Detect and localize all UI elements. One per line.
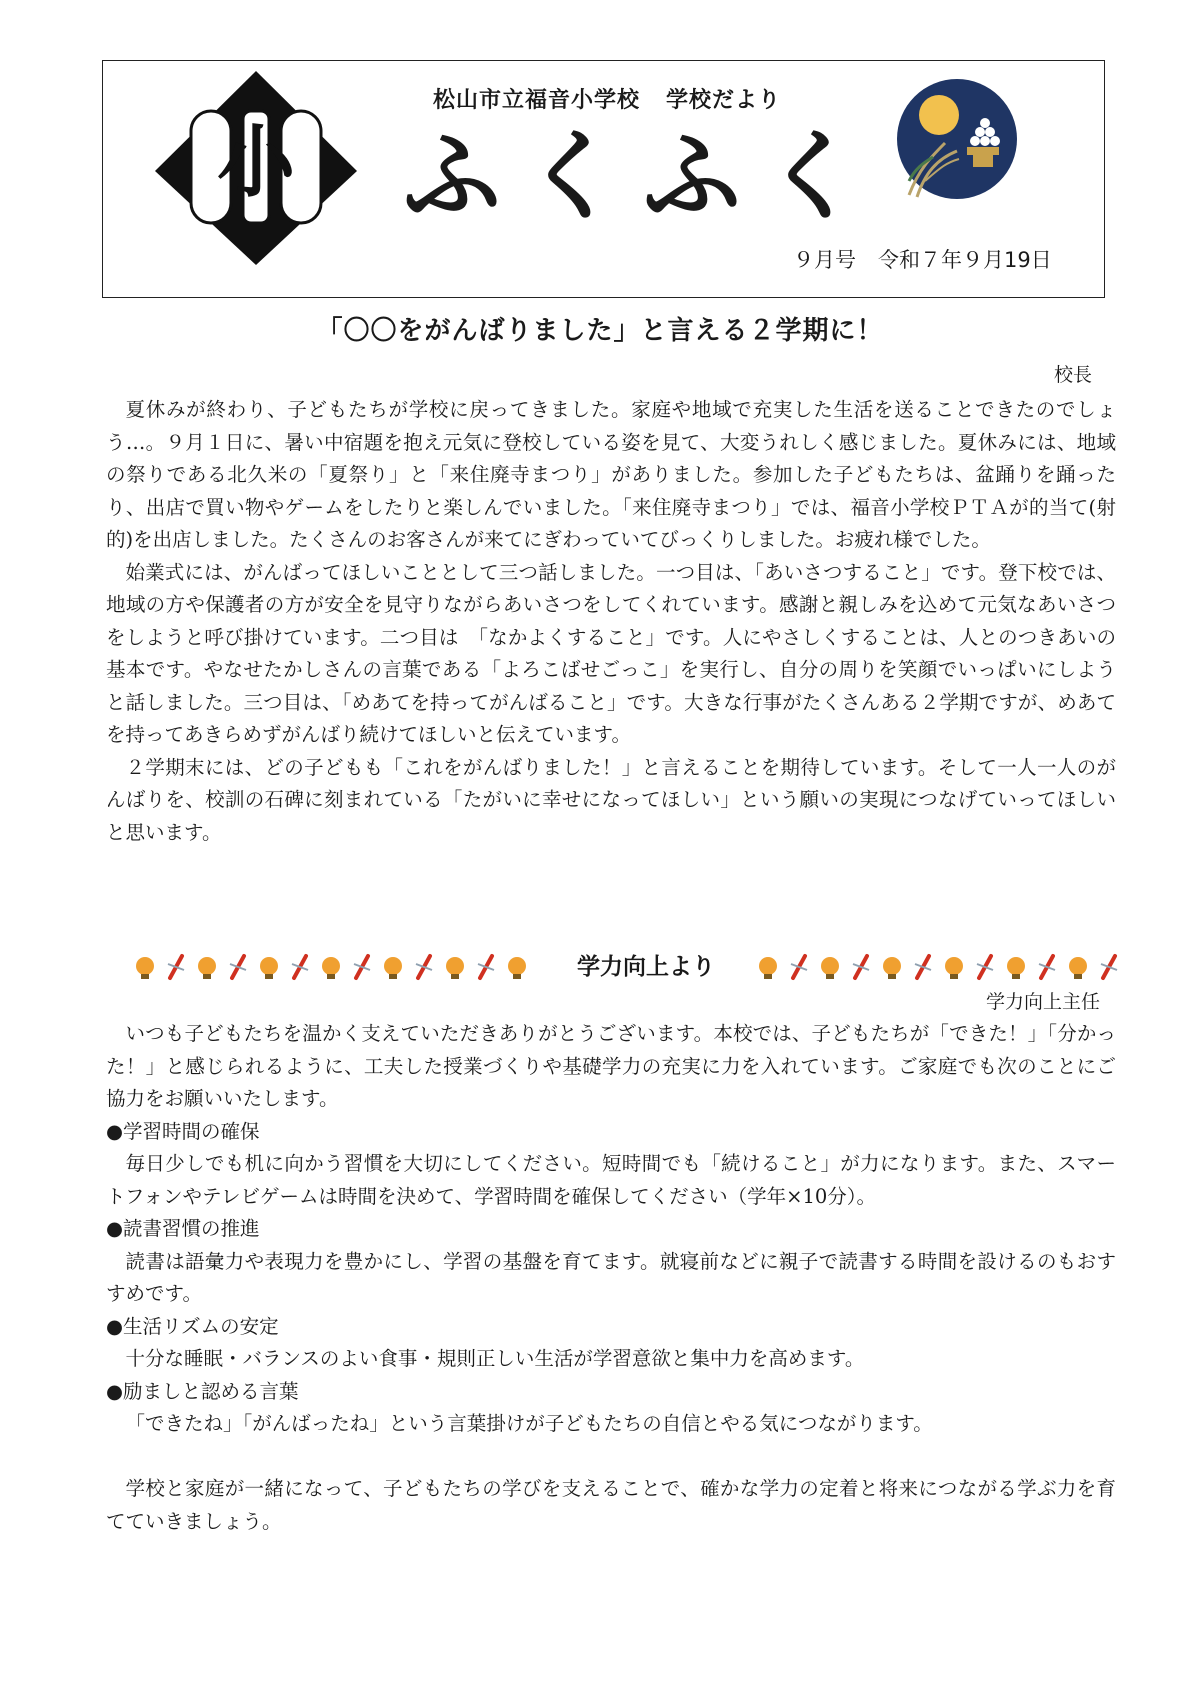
article1-body xyxy=(106,394,1116,849)
item-text: 読書は語彙力や表現力を豊かにし、学習の基盤を育てます。就寝前などに親子で読書する時間を設けるのもおすすめです。 xyxy=(106,1249,1116,1305)
item-text: 十分な睡眠・バランスのよい食事・規則正しい生活が学習意欲と集中力を高めます。 xyxy=(125,1347,865,1370)
school-logo xyxy=(151,67,361,267)
lantern-base-icon xyxy=(826,974,834,979)
article2-closing: 学校と家庭が一緒になって、子どもたちの学びを支えることで、確かな学力の定着と将来につながる学ぶ力を育てていきましょう。 xyxy=(106,1477,1116,1533)
lantern-icon xyxy=(1069,957,1087,975)
lantern-base-icon xyxy=(1012,974,1020,979)
lantern-base-icon xyxy=(265,974,273,979)
lantern-base-icon xyxy=(327,974,335,979)
lantern-icon xyxy=(821,957,839,975)
school-name-line xyxy=(433,83,781,114)
article1-paragraph: ２学期末には、どの子どもも「これをがんばりました！」と言えることを期待しています。そして一人一人のがんばりを、校訓の石碑に刻まれている「たがいに幸せになってほしい」という願いの実現につなげていってほしいと思います。 xyxy=(106,755,1116,844)
lantern-icon xyxy=(945,957,963,975)
article1-headline: 「〇〇をがんばりました」と言える２学期に！ xyxy=(316,316,884,346)
item-text: 「できたね」「がんばったね」という言葉掛けが子どもたちの自信とやる気につながります。 xyxy=(125,1412,933,1435)
item-heading: ●学習時間の確保 xyxy=(106,1119,260,1143)
lantern-icon xyxy=(384,957,402,975)
article1-author: 校長 xyxy=(1053,364,1092,386)
lantern-base-icon xyxy=(764,974,772,979)
issue-number: ９月号 xyxy=(793,248,856,272)
decorative-border-icon xyxy=(133,952,528,982)
lantern-icon xyxy=(136,957,154,975)
lantern-icon xyxy=(322,957,340,975)
lantern-base-icon xyxy=(513,974,521,979)
svg-text:小: 小 xyxy=(216,118,296,208)
lantern-icon xyxy=(759,957,777,975)
lantern-base-icon xyxy=(203,974,211,979)
item-heading: ●励ましと認める言葉 xyxy=(106,1379,299,1403)
article1-paragraph: 始業式には、がんばってほしいこととして三つ話しました。一つ目は、「あいさつすること」です。登下校では、地域の方や保護者の方が安全を見守りながらあいさつをしてくれています。感謝と親しみを込めて元気なあいさつをしようと呼び掛けています。二つ目は 「なかよくすること」です。人にやさしくすることは、人とのつきあいの基本です。やなせたかしさんの言葉である「よろこばせごっこ」を実行し、自分の周りを笑顔でいっぱいにしようと話しました。三つ目は、「めあてを持ってがんばること」です。大きな行事がたくさんある２学期ですが、めあてを持ってあきらめずがんばり続けてほしいと伝えています。 xyxy=(106,560,1116,746)
lantern-base-icon xyxy=(950,974,958,979)
article1-paragraph: 夏休みが終わり、子どもたちが学校に戻ってきました。家庭や地域で充実した生活を送ることできたのでしょう…。９月１日に、暑い中宿題を抱え元気に登校している姿を見て、大変うれしく感じました。夏休みには、地域の祭りである北久米の「夏祭り」と「来住廃寺まつり」がありました。参加した子どもたちは、盆踊りを踊ったり、出店で買い物やゲームをしたりと楽しんでいました。「来住廃寺まつり」では、福音小学校ＰＴＡが的当て(射的)を出店しました。たくさんのお客さんが来てにぎわっていてびっくりしました。お疲れ様でした。 xyxy=(106,398,1116,551)
lantern-icon xyxy=(260,957,278,975)
article2-title: 学力向上より xyxy=(577,954,715,980)
article2-body xyxy=(106,1018,1116,1538)
lantern-base-icon xyxy=(451,974,459,979)
article2-intro: いつも子どもたちを温かく支えていただきありがとうございます。本校では、子どもたちが「できた！」「分かった！」と感じられるように、工夫した授業づくりや基礎学力の充実に力を入れています。ご家庭でも次のことにご協力をお願いいたします。 xyxy=(106,1022,1116,1110)
newsletter-header xyxy=(102,60,1105,298)
lantern-icon xyxy=(198,957,216,975)
lantern-icon xyxy=(1007,957,1025,975)
masthead-title: ふくふく xyxy=(403,120,884,234)
issue-line xyxy=(793,244,1052,274)
section2-title-bar xyxy=(133,942,1128,990)
lantern-icon xyxy=(446,957,464,975)
lantern-base-icon xyxy=(1074,974,1082,979)
article2-author: 学力向上主任 xyxy=(985,991,1100,1013)
issue-date: 令和７年９月19日 xyxy=(878,248,1052,272)
item-heading: ●生活リズムの安定 xyxy=(106,1314,279,1338)
lantern-base-icon xyxy=(389,974,397,979)
lantern-base-icon xyxy=(141,974,149,979)
item-text: 毎日少しでも机に向かう習慣を大切にしてください。短時間でも「続けること」が力になります。また、スマートフォンやテレビゲームは時間を決めて、学習時間を確保してください（学年×10分）。 xyxy=(106,1152,1116,1208)
lantern-base-icon xyxy=(888,974,896,979)
lantern-icon xyxy=(508,957,526,975)
decorative-border-icon xyxy=(756,952,1128,982)
moon-viewing-icon xyxy=(895,77,1019,201)
school-name: 松山市立福音小学校 xyxy=(433,88,641,113)
lantern-icon xyxy=(883,957,901,975)
item-heading: ●読書習慣の推進 xyxy=(106,1217,260,1240)
newsletter-type: 学校だより xyxy=(666,88,782,113)
